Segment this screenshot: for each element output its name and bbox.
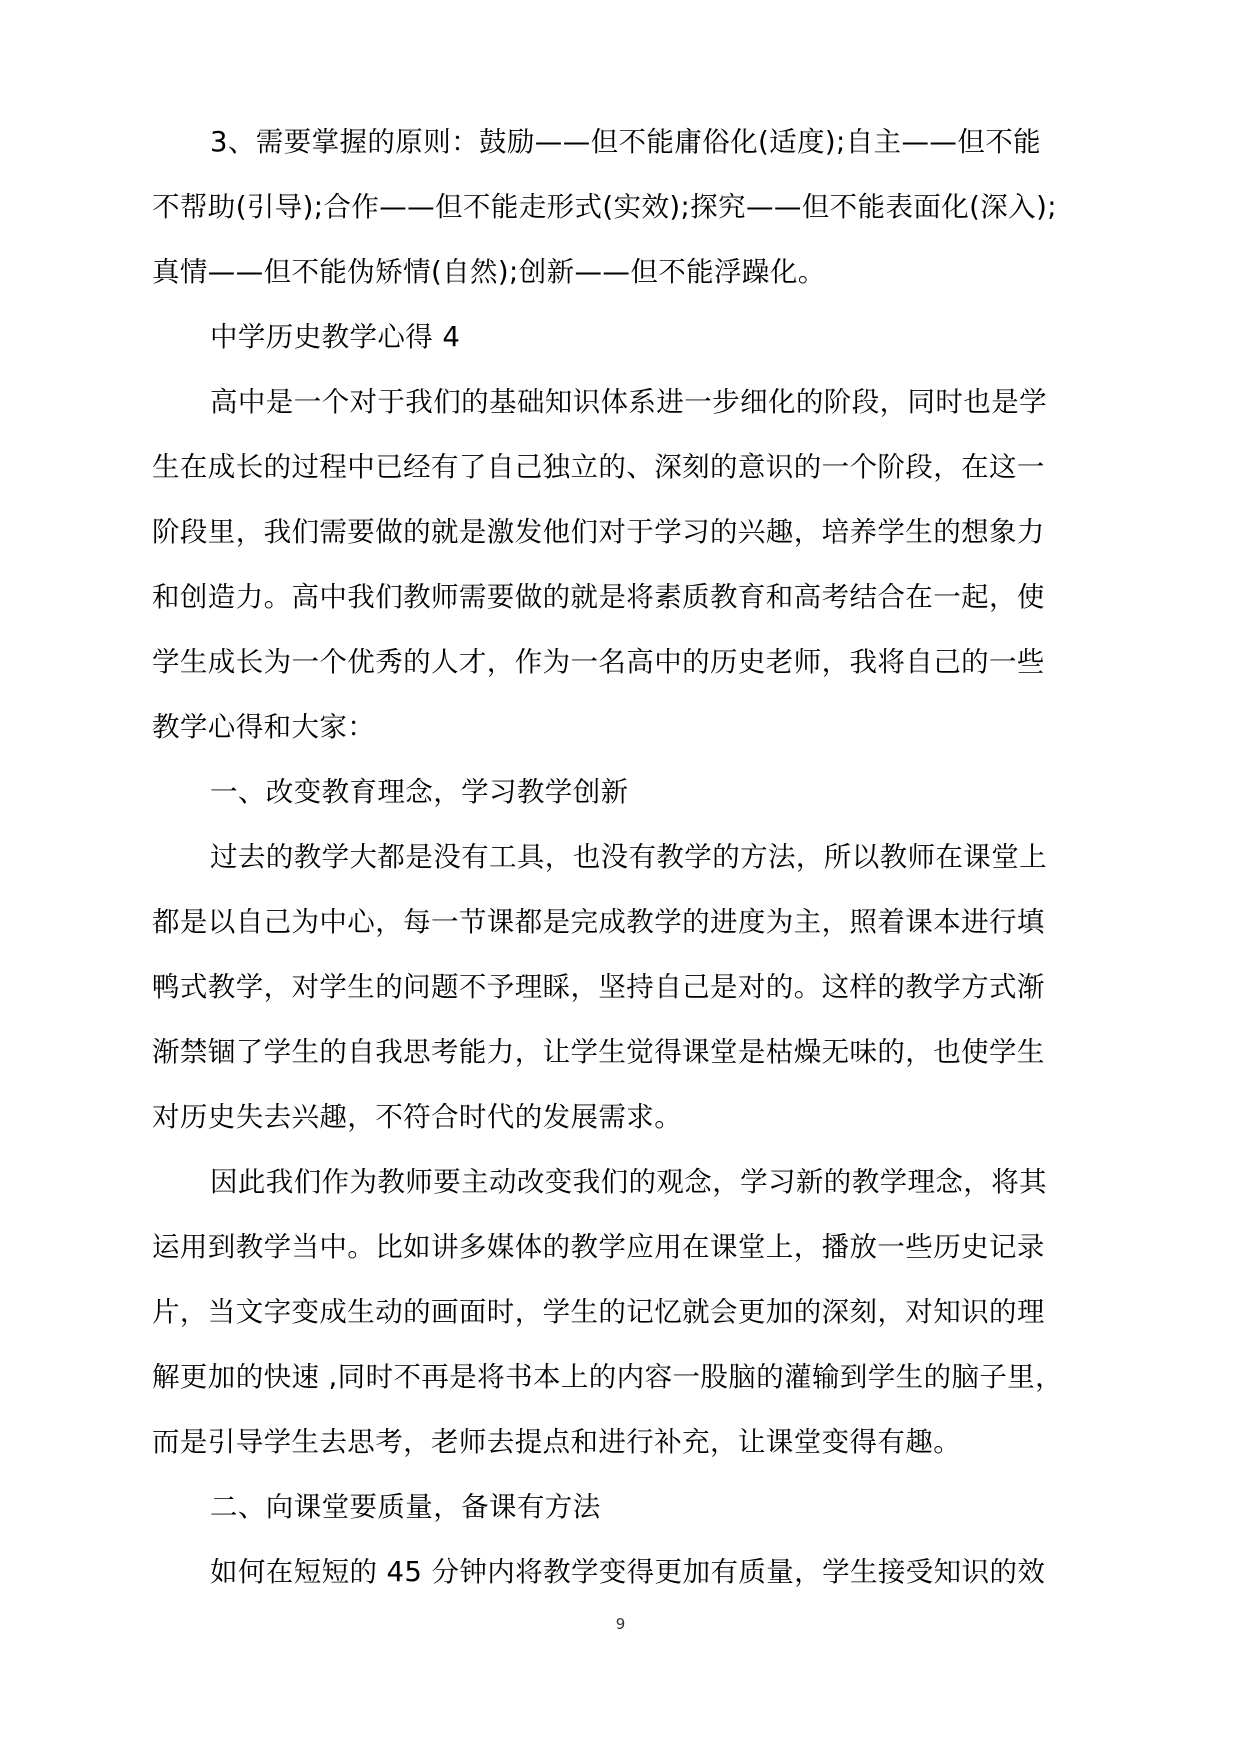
paragraph-line: 不帮助(引导);合作——但不能走形式(实效);探究——但不能表面化(深入); xyxy=(152,191,1057,223)
paragraph-line: 渐禁锢了学生的自我思考能力，让学生觉得课堂是枯燥无味的，也使学生 xyxy=(152,1036,1045,1068)
paragraph-line: 如何在短短的 45 分钟内将教学变得更加有质量，学生接受知识的效 xyxy=(210,1556,1046,1588)
paragraph-line: 教学心得和大家： xyxy=(152,711,376,743)
paragraph-line: 运用到教学当中。比如讲多媒体的教学应用在课堂上，播放一些历史记录 xyxy=(152,1231,1045,1263)
paragraph-line: 高中是一个对于我们的基础知识体系进一步细化的阶段，同时也是学 xyxy=(210,386,1047,418)
paragraph-line: 片，当文字变成生动的画面时，学生的记忆就会更加的深刻，对知识的理 xyxy=(152,1296,1045,1328)
paragraph-line: 而是引导学生去思考，老师去提点和进行补充，让课堂变得有趣。 xyxy=(152,1426,962,1458)
section-title: 中学历史教学心得 4 xyxy=(210,321,461,353)
paragraph-line: 都是以自己为中心，每一节课都是完成教学的进度为主，照着课本进行填 xyxy=(152,906,1045,938)
paragraph-line: 生在成长的过程中已经有了自己独立的、深刻的意识的一个阶段，在这一 xyxy=(152,451,1045,483)
paragraph-line: 解更加的快速 ,同时不再是将书本上的内容一股脑的灌输到学生的脑子里， xyxy=(152,1361,1064,1393)
paragraph-line: 学生成长为一个优秀的人才，作为一名高中的历史老师，我将自己的一些 xyxy=(152,646,1045,678)
subheading: 一、改变教育理念，学习教学创新 xyxy=(210,776,629,808)
paragraph-line: 3、需要掌握的原则：鼓励——但不能庸俗化(适度);自主——但不能 xyxy=(210,126,1042,158)
paragraph-line: 因此我们作为教师要主动改变我们的观念，学习新的教学理念，将其 xyxy=(210,1166,1047,1198)
page-number: 9 xyxy=(615,1615,626,1633)
paragraph-line: 和创造力。高中我们教师需要做的就是将素质教育和高考结合在一起，使 xyxy=(152,581,1045,613)
paragraph-line: 对历史失去兴趣，不符合时代的发展需求。 xyxy=(152,1101,683,1133)
paragraph-line: 鸭式教学，对学生的问题不予理睬，坚持自己是对的。这样的教学方式渐 xyxy=(152,971,1045,1003)
paragraph-line: 真情——但不能伪矫情(自然);创新——但不能浮躁化。 xyxy=(152,256,826,288)
paragraph-line: 阶段里，我们需要做的就是激发他们对于学习的兴趣，培养学生的想象力 xyxy=(152,516,1045,548)
paragraph-line: 过去的教学大都是没有工具，也没有教学的方法，所以教师在课堂上 xyxy=(210,841,1047,873)
subheading: 二、向课堂要质量，备课有方法 xyxy=(210,1491,601,1523)
